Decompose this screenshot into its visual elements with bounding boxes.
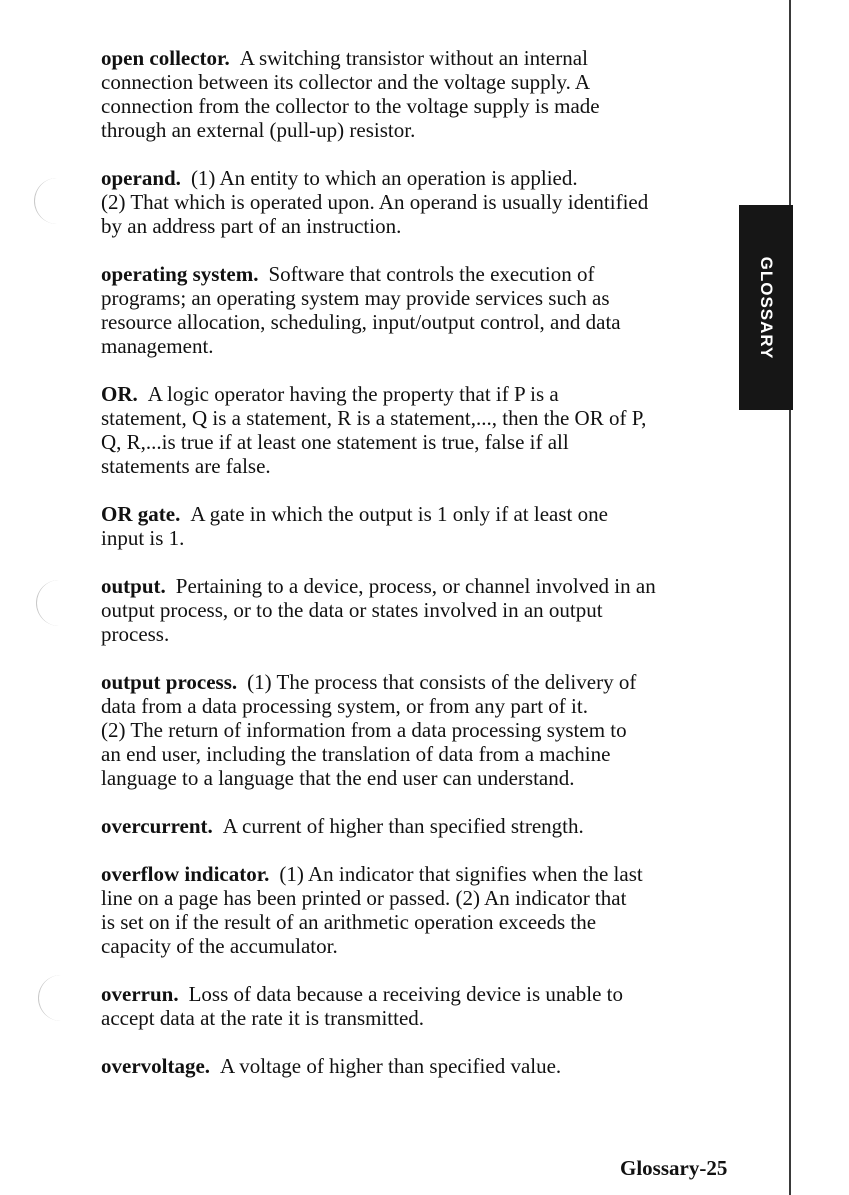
entry-line — [101, 262, 621, 286]
definition-text: (2) That which is operated upon. An operand is usually identified — [101, 190, 649, 214]
definition-text: Pertaining to a device, process, or channel involved in an — [175, 574, 656, 598]
entry-line — [101, 382, 646, 406]
glossary-entry — [101, 382, 646, 478]
entry-line — [101, 310, 621, 334]
entry-line — [101, 502, 608, 526]
definition-text: connection from the collector to the voltage supply is made — [101, 94, 600, 118]
entry-line — [101, 694, 636, 718]
glossary-entry — [101, 262, 621, 358]
entry-line — [101, 862, 643, 886]
glossary-term: open collector. — [101, 46, 230, 70]
entry-line — [101, 718, 636, 742]
entry-line — [101, 526, 608, 550]
entry-line — [101, 886, 643, 910]
glossary-term: output. — [101, 574, 166, 598]
entry-line — [101, 286, 621, 310]
definition-text: Software that controls the execution of — [268, 262, 595, 286]
glossary-term: operating system. — [101, 262, 259, 286]
definition-text: (1) An indicator that signifies when the last — [279, 862, 643, 886]
entry-line — [101, 46, 600, 70]
entry-line — [101, 742, 636, 766]
definition-text: by an address part of an instruction. — [101, 214, 402, 238]
glossary-term: OR gate. — [101, 502, 181, 526]
definition-text: connection between its collector and the voltage supply. A — [101, 70, 591, 94]
definition-text: process. — [101, 622, 170, 646]
definition-text: management. — [101, 334, 214, 358]
glossary-term: output process. — [101, 670, 238, 694]
entry-line — [101, 214, 648, 238]
glossary-entry — [101, 670, 636, 790]
glossary-term: overcurrent. — [101, 814, 213, 838]
glossary-entry — [101, 46, 600, 142]
entry-line — [101, 982, 623, 1006]
entry-line — [101, 910, 643, 934]
glossary-term: overvoltage. — [101, 1054, 211, 1078]
definition-text: resource allocation, scheduling, input/output control, and data — [101, 310, 621, 334]
entry-line — [101, 70, 600, 94]
definition-text: (1) The process that consists of the delivery of — [247, 670, 637, 694]
entry-line — [101, 334, 621, 358]
definition-text: Loss of data because a receiving device is unable to — [188, 982, 623, 1006]
entry-line — [101, 1006, 623, 1030]
margin-scan-mark — [36, 580, 63, 626]
glossary-term: overflow indicator. — [101, 862, 270, 886]
entry-line — [101, 166, 648, 190]
definition-text: line on a page has been printed or passed. (2) An indicator that — [101, 886, 627, 910]
definition-text: programs; an operating system may provide services such as — [101, 286, 610, 310]
definition-text: statement, Q is a statement, R is a statement,..., then the OR of P, — [101, 406, 647, 430]
entry-line — [101, 94, 600, 118]
definition-text: A logic operator having the property that if P is a — [147, 382, 559, 406]
margin-scan-mark — [38, 975, 65, 1021]
entry-line — [101, 190, 648, 214]
definition-text: A switching transistor without an internal — [239, 46, 588, 70]
entry-line — [101, 430, 646, 454]
page-edge-rule — [789, 0, 791, 1195]
entry-line — [101, 598, 656, 622]
glossary-term: operand. — [101, 166, 181, 190]
definition-text: accept data at the rate it is transmitted. — [101, 1006, 425, 1030]
glossary-term: overrun. — [101, 982, 179, 1006]
glossary-entry — [101, 502, 608, 550]
definition-text: A gate in which the output is 1 only if at least one — [190, 502, 608, 526]
definition-text: (1) An entity to which an operation is applied. — [190, 166, 578, 190]
entry-line — [101, 814, 584, 838]
glossary-entry — [101, 574, 656, 646]
definition-text: input is 1. — [101, 526, 185, 550]
entry-line — [101, 670, 636, 694]
glossary-term: OR. — [101, 382, 138, 406]
definition-text: statements are false. — [101, 454, 271, 478]
definition-text: an end user, including the translation of data from a machine — [101, 742, 611, 766]
entry-line — [101, 454, 646, 478]
entry-line — [101, 1054, 561, 1078]
glossary-entry — [101, 814, 584, 838]
glossary-entry — [101, 1054, 561, 1078]
glossary-entry — [101, 862, 643, 958]
definition-text: Q, R,...is true if at least one statement is true, false if all — [101, 430, 569, 454]
definition-text: data from a data processing system, or from any part of it. — [101, 694, 588, 718]
margin-scan-mark — [34, 178, 61, 224]
entry-line — [101, 574, 656, 598]
definition-text: (2) The return of information from a data processing system to — [101, 718, 627, 742]
entry-line — [101, 406, 646, 430]
glossary-entry — [101, 982, 623, 1030]
definition-text: language to a language that the end user can understand. — [101, 766, 575, 790]
entry-line — [101, 118, 600, 142]
page-number: Glossary-25 — [620, 1156, 728, 1180]
entry-line — [101, 766, 636, 790]
definition-text: output process, or to the data or states involved in an output — [101, 598, 603, 622]
glossary-entry — [101, 166, 648, 238]
entry-line — [101, 934, 643, 958]
entry-line — [101, 622, 656, 646]
definition-text: A current of higher than specified strength. — [222, 814, 584, 838]
definition-text: A voltage of higher than specified value. — [220, 1054, 562, 1078]
glossary-tab-label: GLOSSARY — [757, 256, 776, 360]
definition-text: capacity of the accumulator. — [101, 934, 338, 958]
definition-text: through an external (pull-up) resistor. — [101, 118, 416, 142]
definition-text: is set on if the result of an arithmetic operation exceeds the — [101, 910, 597, 934]
